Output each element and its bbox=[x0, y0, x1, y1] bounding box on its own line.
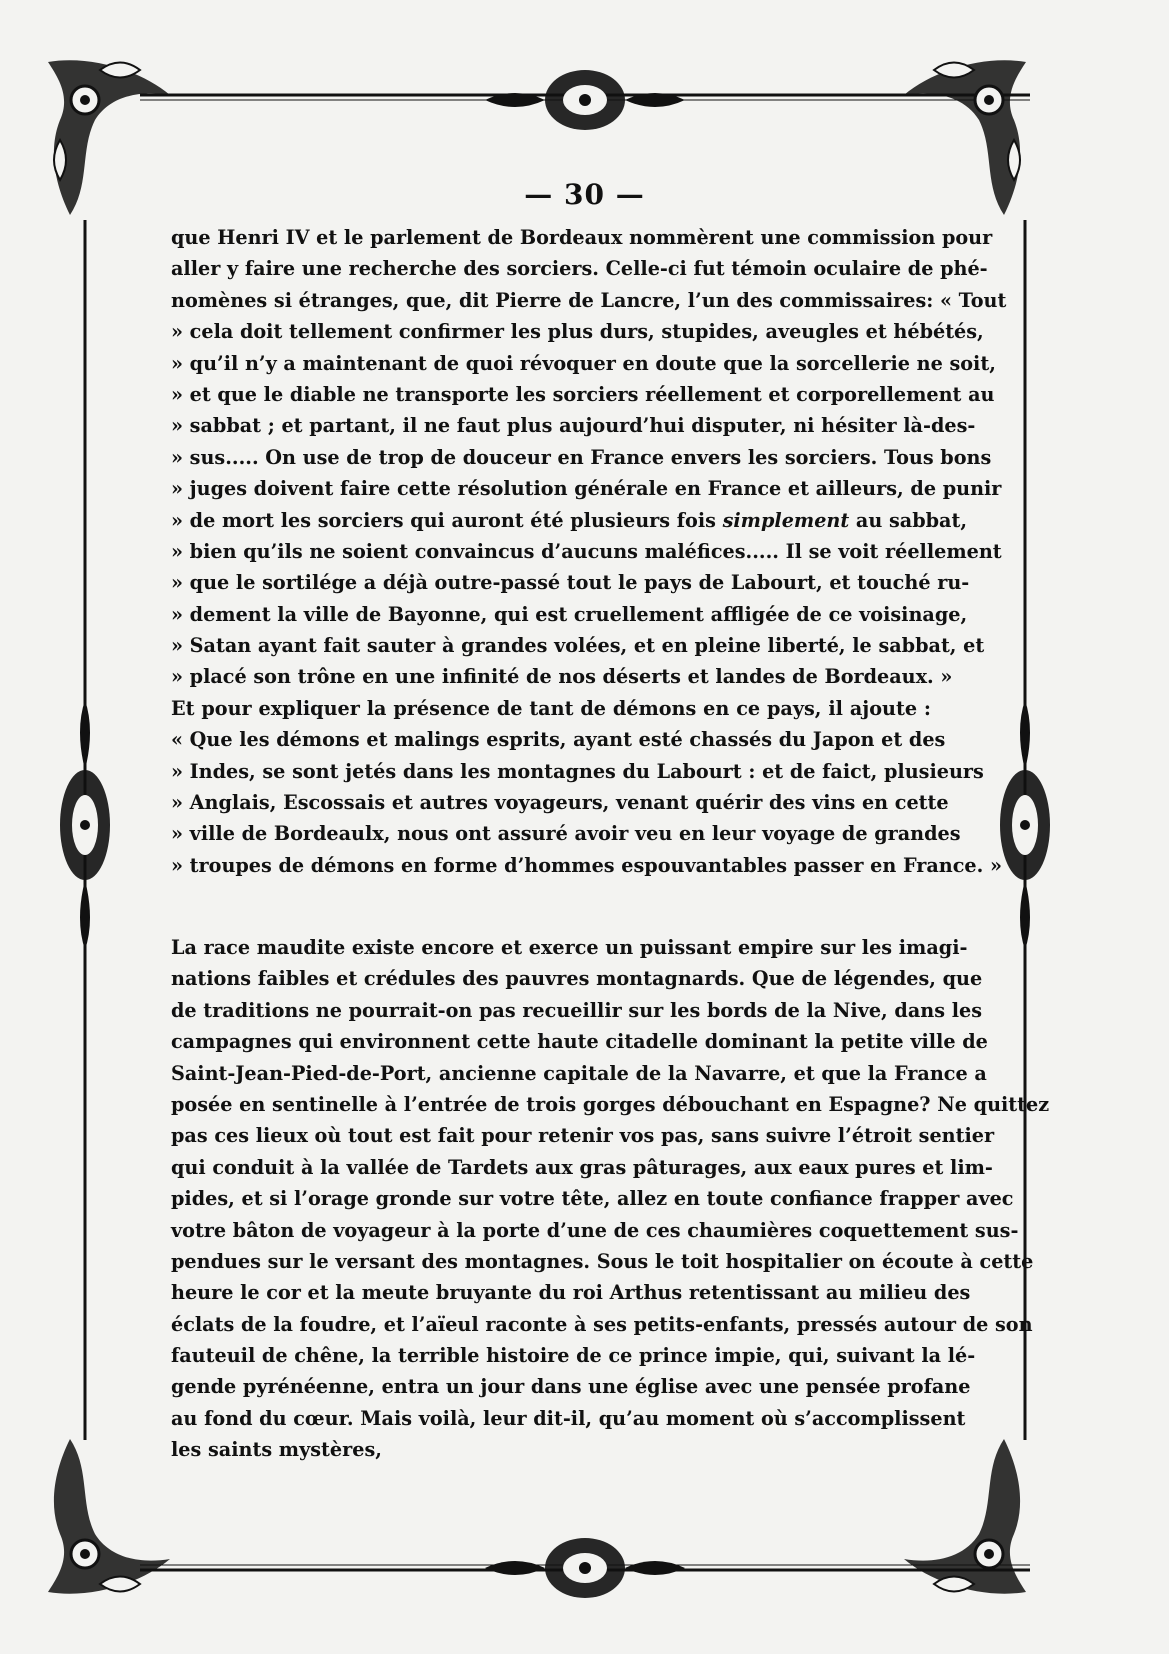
text-line: » placé son trône en une infinité de nos déserts et landes de Bordeaux. » bbox=[171, 665, 953, 689]
top-center-ornament bbox=[485, 70, 685, 130]
text-line: Saint-Jean-Pied-de-Port, ancienne capitale de la Navarre, et que la France a bbox=[171, 1061, 987, 1085]
text-line: » Satan ayant fait sauter à grandes volées, et en pleine liberté, le sabbat, et bbox=[171, 634, 985, 658]
text-line: » qu’il n’y a maintenant de quoi révoquer en doute que la sorcellerie ne soit, bbox=[171, 351, 996, 375]
text-line: » cela doit tellement confirmer les plus durs, stupides, aveugles et hébétés, bbox=[171, 320, 984, 344]
text-line: posée en sentinelle à l’entrée de trois gorges débouchant en Espagne? Ne quittez bbox=[171, 1092, 1050, 1116]
text-line: nomènes si étranges, que, dit Pierre de Lancre, l’un des commissaires: « Tout bbox=[171, 288, 1007, 312]
text-line: nations faibles et crédules des pauvres montagnards. Que de légendes, que bbox=[171, 967, 983, 991]
text-line: de traditions ne pourrait-on pas recueillir sur les bords de la Nive, dans les bbox=[171, 998, 982, 1022]
quotation-block bbox=[171, 222, 1007, 881]
text-line: que Henri IV et le parlement de Bordeaux nommèrent une commission pour bbox=[171, 226, 993, 249]
text-line: fauteuil de chêne, la terrible histoire de ce prince impie, qui, suivant la lé- bbox=[171, 1344, 976, 1368]
text-line: les saints mystères, bbox=[171, 1438, 382, 1462]
text-line: heure le cor et la meute bruyante du roi Arthus retentissant au milieu des bbox=[171, 1281, 971, 1305]
text-line: » troupes de démons en forme d’hommes espouvantables passer en France. » bbox=[171, 853, 1002, 877]
page-number: — 30 — bbox=[524, 178, 645, 211]
text-line: « Que les démons et malings esprits, ayant esté chassés du Japon et des bbox=[171, 728, 946, 752]
text-line: aller y faire une recherche des sorciers. Celle-ci fut témoin oculaire de phé- bbox=[171, 257, 988, 281]
text-line: pas ces lieux où tout est fait pour retenir vos pas, sans suivre l’étroit sentier bbox=[171, 1124, 995, 1148]
text-line: » Indes, se sont jetés dans les montagnes du Labourt : et de faict, plusieurs bbox=[171, 759, 984, 783]
text-line: » juges doivent faire cette résolution générale en France et ailleurs, de punir bbox=[171, 477, 1002, 501]
paragraph-block bbox=[171, 932, 1050, 1466]
text-line: » Anglais, Escossais et autres voyageurs, venant quérir des vins en cette bbox=[171, 791, 949, 815]
text-line: campagnes qui environnent cette haute citadelle dominant la petite ville de bbox=[171, 1030, 988, 1054]
text-line: votre bâton de voyageur à la porte d’une de ces chaumières coquettement sus- bbox=[171, 1218, 1019, 1242]
text-line: qui conduit à la vallée de Tardets aux gras pâturages, aux eaux pures et lim- bbox=[171, 1155, 993, 1179]
corner-ornament-bottom-left bbox=[48, 1439, 170, 1594]
left-middle-ornament bbox=[60, 700, 110, 950]
text-line: La race maudite existe encore et exerce un puissant empire sur les imagi- bbox=[171, 936, 968, 959]
text-line: au fond du cœur. Mais voilà, leur dit-il, qu’au moment où s’accomplissent bbox=[171, 1406, 966, 1430]
text-line: » ville de Bordeaulx, nous ont assuré avoir veu en leur voyage de grandes bbox=[171, 822, 961, 846]
bottom-center-ornament bbox=[485, 1538, 685, 1598]
text-line: Et pour expliquer la présence de tant de démons en ce pays, il ajoute : bbox=[171, 696, 931, 720]
text-line: » que le sortilége a déjà outre-passé tout le pays de Labourt, et touché ru- bbox=[171, 571, 970, 595]
text-line: » bien qu’ils ne soient convaincus d’aucuns maléfices..... Il se voit réellement bbox=[171, 539, 1002, 563]
text-line: éclats de la foudre, et l’aïeul raconte à ses petits-enfants, pressés autour de son bbox=[171, 1312, 1033, 1336]
right-middle-ornament bbox=[1000, 700, 1050, 950]
text-line: » sus..... On use de trop de douceur en France envers les sorciers. Tous bons bbox=[171, 445, 992, 469]
text-line: » et que le diable ne transporte les sorciers réellement et corporellement au bbox=[171, 382, 995, 406]
text-line: » sabbat ; et partant, il ne faut plus aujourd’hui disputer, ni hésiter là-des- bbox=[171, 414, 976, 438]
text-line: » dement la ville de Bayonne, qui est cruellement affligée de ce voisinage, bbox=[171, 602, 968, 626]
text-line: gende pyrénéenne, entra un jour dans une église avec une pensée profane bbox=[171, 1375, 971, 1399]
text-line: pendues sur le versant des montagnes. Sous le toit hospitalier on écoute à cette bbox=[171, 1249, 1034, 1273]
text-line: » de mort les sorciers qui auront été plusieurs fois simplement au sabbat, bbox=[171, 508, 968, 532]
text-line: pides, et si l’orage gronde sur votre tête, allez en toute confiance frapper avec bbox=[171, 1187, 1014, 1211]
